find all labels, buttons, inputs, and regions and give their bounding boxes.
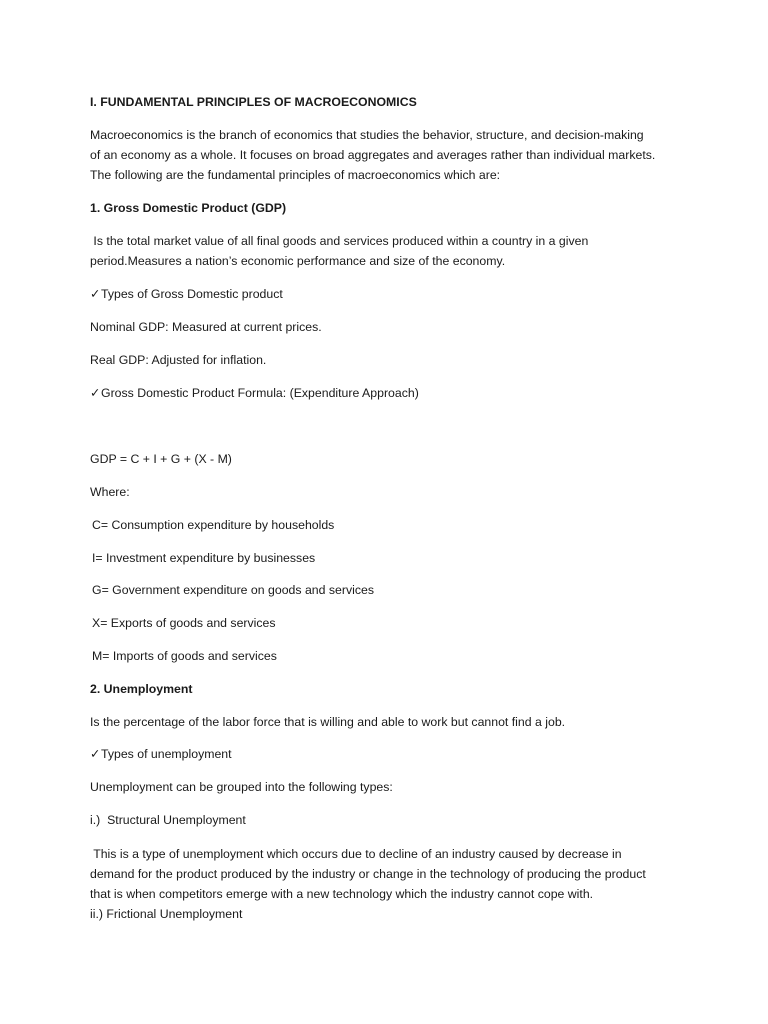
real-gdp-text: Real GDP: Adjusted for inflation. [90,353,267,367]
unemployment-definition: Is the percentage of the labor force that is willing and able to work but cannot find a job. [90,715,566,729]
section-2-title: 2. Unemployment [90,682,193,696]
section-1-title: 1. Gross Domestic Product (GDP) [90,201,287,215]
gdp-definition-line-1: Is the total market value of all final goods and services produced within a country in a given [90,234,589,248]
gdp-definition-line-2: period.Measures a nation’s economic performance and size of the economy. [90,254,506,268]
structural-text-line-1: This is a type of unemployment which occurs due to decline of an industry caused by decrease in [90,847,622,861]
unemployment-types-heading [90,744,690,764]
gdp-formula-heading [90,383,690,403]
document-heading: I. FUNDAMENTAL PRINCIPLES OF MACROECONOMICS [90,95,417,109]
intro-line-2: of an economy as a whole. It focuses on broad aggregates and averages rather than individual markets. [90,148,656,162]
unemployment-types-label: Types of unemployment [101,747,232,761]
term-investment: I= Investment expenditure by businesses [92,551,316,565]
gdp-types-heading [90,284,690,304]
intro-line-1: Macroeconomics is the branch of economics that studies the behavior, structure, and decision-making [90,128,644,142]
term-exports: X= Exports of goods and services [92,616,276,630]
checkmark-icon: ✓ [90,386,101,400]
checkmark-icon: ✓ [90,287,101,301]
term-government: G= Government expenditure on goods and services [92,583,374,597]
structural-title: i.) Structural Unemployment [90,813,246,827]
term-imports: M= Imports of goods and services [92,649,277,663]
frictional-title: ii.) Frictional Unemployment [90,907,243,921]
nominal-gdp-text: Nominal GDP: Measured at current prices. [90,320,322,334]
intro-line-3: The following are the fundamental principles of macroeconomics which are: [90,168,501,182]
structural-text-line-3: that is when competitors emerge with a new technology which the industry cannot cope with. [90,887,594,901]
unemployment-grouping: Unemployment can be grouped into the following types: [90,780,393,794]
gdp-types-label: Types of Gross Domestic product [101,287,283,301]
term-consumption: C= Consumption expenditure by households [92,518,335,532]
gdp-formula-label: Gross Domestic Product Formula: (Expenditure Approach) [101,386,419,400]
structural-text-line-2: demand for the product produced by the industry or change in the technology of producing the product [90,867,646,881]
where-label: Where: [90,485,130,499]
gdp-formula: GDP = C + I + G + (X - M) [90,452,232,466]
checkmark-icon: ✓ [90,747,101,761]
